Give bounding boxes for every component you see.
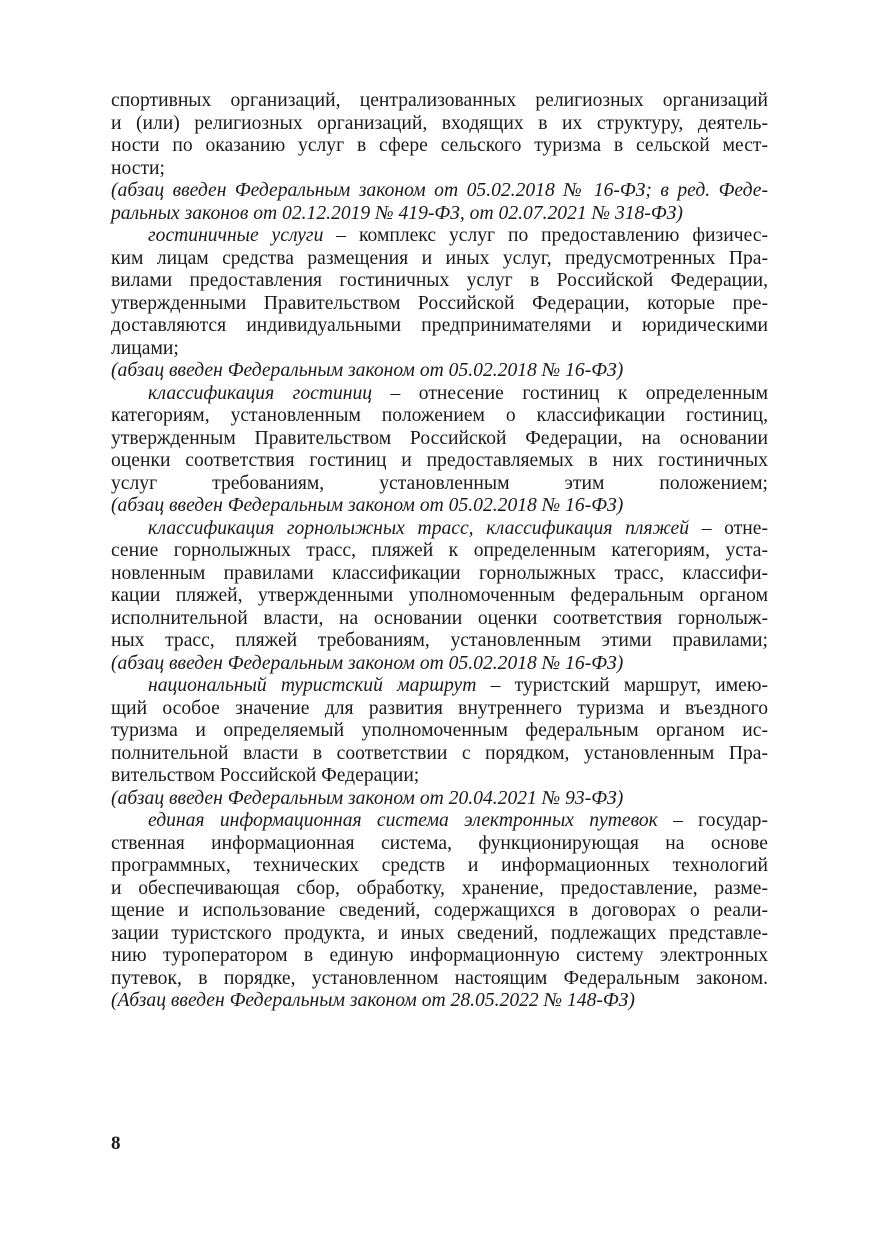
text-line	[111, 855, 768, 878]
text-line	[111, 743, 768, 766]
amendment-note	[111, 203, 768, 226]
definition-start-line	[111, 225, 768, 248]
line-text: исполнительной власти, на основании оценки соответствия горнолыж-	[111, 607, 768, 629]
definition-start-line	[111, 810, 768, 833]
text-line	[111, 585, 768, 608]
amendment-note	[111, 360, 768, 383]
line-text: (абзац введен Федеральным законом от 05.02.2018 № 16-ФЗ; в ред. Феде-	[111, 180, 768, 201]
defined-term: единая информационная система электронных путевок	[148, 810, 658, 831]
defined-term: классификация горнолыжных трасс, классификация пляжей	[148, 517, 690, 539]
line-text: услуг требованиям, установленным этим положением;	[111, 472, 768, 494]
line-text: (абзац введен Федеральным законом от 05.02.2018 № 16-ФЗ)	[111, 360, 624, 381]
text-line	[111, 158, 768, 181]
text-line	[111, 900, 768, 923]
line-text: доставляются индивидуальными предпринимателями и юридическими	[111, 315, 768, 336]
line-text: ности по оказанию услуг в сфере сельского туризма в сельской мест-	[111, 135, 768, 156]
text-line	[111, 428, 768, 451]
amendment-note	[111, 788, 768, 811]
line-text: утвержденным Правительством Российской Федерации, на основании	[111, 427, 768, 449]
line-text: (абзац введен Федеральным законом от 20.04.2021 № 93-ФЗ)	[111, 787, 624, 809]
line-text: (абзац введен Федеральным законом от 05.02.2018 № 16-ФЗ)	[111, 652, 624, 674]
line-text: и (или) религиозных организаций, входящих в их структуру, деятель-	[111, 112, 768, 134]
line-text: ности;	[111, 157, 165, 179]
text-line	[111, 563, 768, 586]
line-text: – отнесение гостиниц к определенным	[372, 382, 768, 404]
line-text: нию туроператором в единую информационную систему электронных	[111, 945, 768, 966]
text-line	[111, 248, 768, 271]
text-line	[111, 293, 768, 316]
text-line	[111, 923, 768, 946]
line-text: ральных законов от 02.12.2019 № 419-ФЗ, от 02.07.2021 № 318-ФЗ)	[111, 202, 683, 224]
text-line	[111, 833, 768, 856]
amendment-note	[111, 180, 768, 203]
text-line	[111, 270, 768, 293]
line-text: утвержденными Правительством Российской Федерации, которые пре-	[111, 292, 768, 314]
line-text: – государ-	[657, 810, 768, 831]
text-line	[111, 720, 768, 743]
line-text: путевок, в порядке, установленном настоящим Федеральным законом.	[111, 967, 768, 989]
text-line	[111, 878, 768, 901]
amendment-note	[111, 653, 768, 676]
text-line	[111, 765, 768, 788]
line-text: щение и использование сведений, содержащихся в договорах о реали-	[111, 900, 768, 921]
text-line	[111, 968, 768, 991]
line-text: полнительной власти в соответствии с порядком, установленным Пра-	[111, 742, 768, 764]
text-line	[111, 945, 768, 968]
text-line	[111, 473, 768, 496]
line-text: сение горнолыжных трасс, пляжей к определенным категориям, уста-	[111, 540, 768, 561]
defined-term: гостиничные услуги	[148, 225, 324, 246]
text-line	[111, 630, 768, 653]
line-text: ким лицам средства размещения и иных услуг, предусмотренных Пра-	[111, 247, 768, 269]
line-text: – туристский маршрут, имею-	[476, 675, 768, 696]
line-text: спортивных организаций, централизованных религиозных организаций	[111, 90, 768, 111]
text-line	[111, 405, 768, 428]
line-text: ственная информационная система, функционирующая на основе	[111, 832, 768, 854]
text-line	[111, 135, 768, 158]
text-line	[111, 540, 768, 563]
definition-start-line	[111, 383, 768, 406]
line-text: и обеспечивающая сбор, обработку, хранение, предоставление, разме-	[111, 877, 768, 899]
text-line	[111, 338, 768, 361]
line-text: оценки соответствия гостиниц и предоставляемых в них гостиничных	[111, 450, 768, 471]
line-text: лицами;	[111, 337, 179, 359]
defined-term: классификация гостиниц	[148, 382, 373, 404]
amendment-note	[111, 990, 768, 1013]
line-text: зации туристского продукта, и иных сведений, подлежащих представле-	[111, 922, 768, 944]
definition-start-line	[111, 518, 768, 541]
line-text: ных трасс, пляжей требованиям, установленным этими правилами;	[111, 630, 768, 651]
line-text: программных, технических средств и информационных технологий	[111, 855, 768, 876]
line-text: новленным правилами классификации горнолыжных трасс, классифи-	[111, 562, 768, 584]
line-text: (Абзац введен Федеральным законом от 28.05.2022 № 148-ФЗ)	[111, 990, 635, 1011]
line-text: вилами предоставления гостиничных услуг в Российской Федерации,	[111, 270, 768, 291]
line-text: щий особое значение для развития внутреннего туризма и въездного	[111, 697, 768, 719]
amendment-note	[111, 495, 768, 518]
page-number: 8	[111, 1133, 121, 1154]
text-line	[111, 450, 768, 473]
defined-term: национальный туристский маршрут	[148, 675, 477, 696]
line-text: категориям, установленным положением о классификации гостиниц,	[111, 405, 768, 426]
line-text: (абзац введен Федеральным законом от 05.02.2018 № 16-ФЗ)	[111, 495, 624, 516]
definition-start-line	[111, 675, 768, 698]
line-text: вительством Российской Федерации;	[111, 765, 420, 786]
line-text: – отне-	[689, 517, 768, 539]
text-line	[111, 90, 768, 113]
text-line	[111, 698, 768, 721]
line-text: – комплекс услуг по предоставлению физичес-	[323, 225, 768, 246]
text-line	[111, 608, 768, 631]
line-text: кации пляжей, утвержденными уполномоченным федеральным органом	[111, 585, 768, 606]
text-line	[111, 315, 768, 338]
page-body	[111, 90, 768, 1013]
line-text: туризма и определяемый уполномоченным федеральным органом ис-	[111, 720, 768, 741]
text-line	[111, 113, 768, 136]
